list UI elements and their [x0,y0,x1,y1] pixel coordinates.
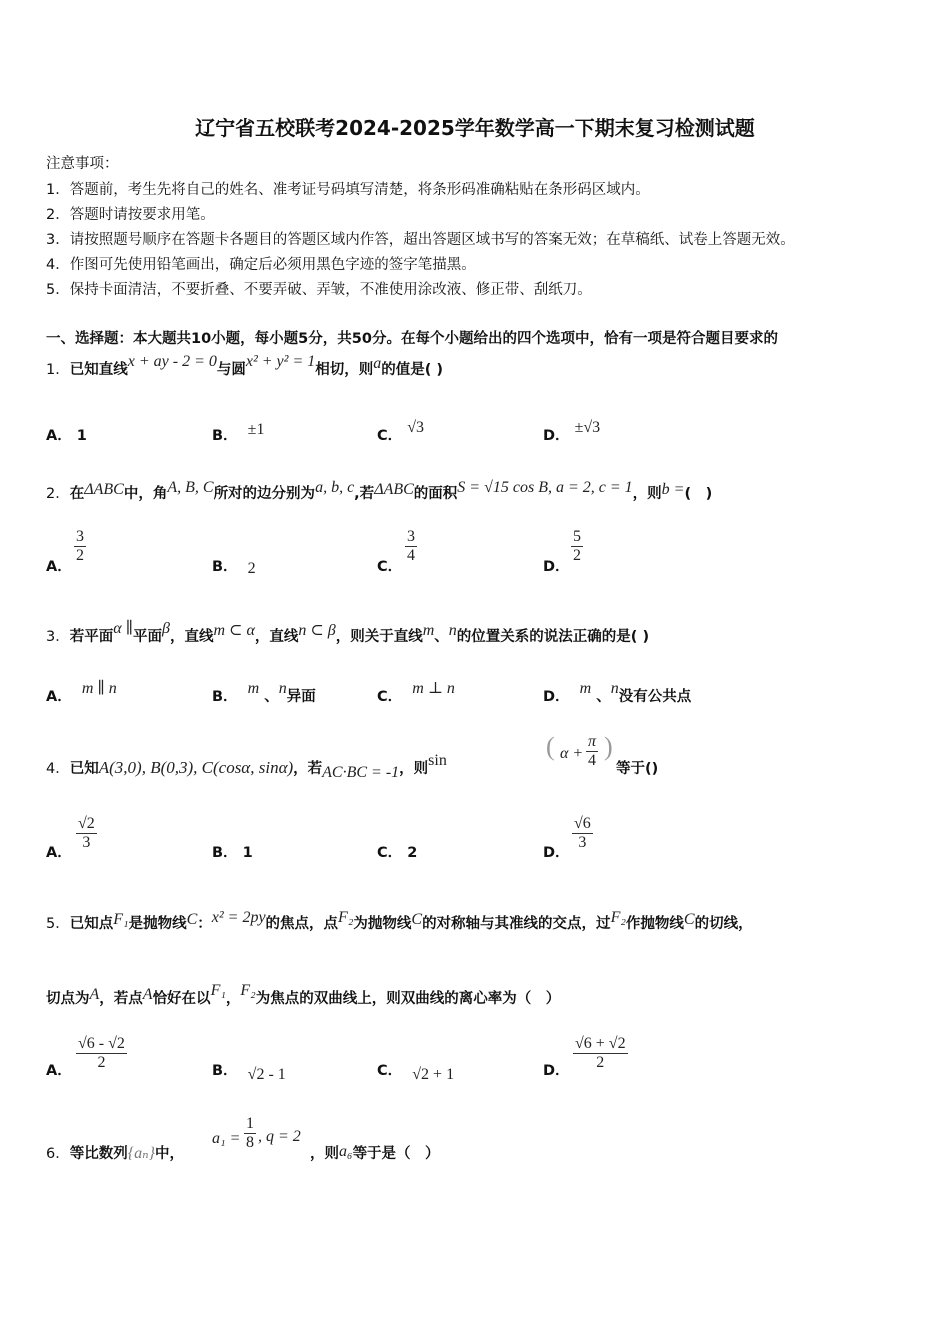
option-d-fraction [572,815,593,852]
math: m ⊂ α [213,622,255,639]
question-1 [46,353,444,379]
question-text: 已知 [69,761,99,777]
option-value: √3 [407,419,424,436]
math: F₁ [210,982,226,999]
option-d-fraction [573,1035,628,1072]
option-label: D． [543,845,570,861]
option-value: 2 [247,560,256,577]
question-2 [46,479,713,503]
question-text: 所对的边分别为 [213,486,316,502]
math: A, B, C [167,479,214,496]
math: , q = 2 [258,1128,301,1145]
option-label: A． [46,559,72,575]
option-b[interactable] [212,680,316,706]
math: C [186,911,198,928]
math: AC·BC = -1 [322,764,400,781]
math: sin [428,752,447,769]
question-text: 与圆 [216,362,246,378]
option-value: ±√3 [574,419,601,436]
question-text: 若平面 [69,629,114,645]
question-text: 是抛物线 [128,916,187,932]
math: α ∥ [113,620,134,637]
numerator: 5 [573,528,581,545]
math: F₂ [610,909,626,926]
option-label: D． [543,428,570,444]
math: C [683,911,695,928]
question-6 [46,1142,184,1163]
option-a[interactable] [46,1059,72,1080]
denominator: 2 [573,1053,628,1072]
question-text: 平面 [133,629,163,645]
option-text: 、 [596,689,611,705]
question-5 [46,909,753,933]
option-value: m ⊥ n [412,680,455,697]
question-text: 、 [434,629,449,645]
question-text: ，则 [632,486,662,502]
question-text: ，若点 [99,991,143,1007]
option-value: 1 [76,428,87,444]
option-c[interactable] [377,680,455,706]
math: S = √15 cos B, a = 2, c = 1 [457,479,633,496]
question-text: 为抛物线 [353,916,412,932]
question-5-line-2 [46,982,561,1008]
math: α + [560,745,584,762]
notice-item: 1．答题前，考生先将自己的姓名、准考证号码填写清楚，将条形码准确粘贴在条形码区域内。 [46,182,650,198]
question-text: 中， [155,1146,185,1162]
option-label: C． [377,845,403,861]
math: a₆ [339,1143,353,1160]
question-number: 1． [46,362,70,378]
question-text: ，直线 [254,629,299,645]
question-text: 中，角 [123,486,168,502]
denominator: 8 [246,1134,254,1151]
denominator: 4 [586,751,598,770]
option-label: B． [212,559,238,575]
option-text: 、 [264,689,279,705]
option-c[interactable] [377,555,402,576]
numerator: 3 [76,528,84,545]
math: A [142,986,153,1003]
math: a [373,355,382,372]
option-a[interactable] [46,841,72,862]
question-text: ，若 [293,761,323,777]
question-text: 已知直线 [69,362,128,378]
option-b[interactable] [212,1059,286,1083]
question-text: ，则 [399,761,429,777]
option-b[interactable] [212,421,265,445]
math: x + ay - 2 = 0 [127,353,217,370]
option-text: 没有公共点 [618,689,692,705]
option-label: C． [377,559,403,575]
numerator: √6 - √2 [78,1035,125,1052]
math: x² = 2py [211,909,266,926]
question-text: ，则 [310,1146,339,1162]
question-text: 的面积 [413,486,458,502]
math: n ⊂ β [298,622,336,639]
option-label: A． [46,845,72,861]
question-3 [46,620,650,646]
math: F₁ [113,911,129,928]
denominator: 3 [76,833,97,852]
question-number: 3． [46,629,70,645]
math: {aₙ} [127,1145,156,1162]
option-label: C． [377,428,403,444]
math: C [411,911,423,928]
question-number: 5． [46,916,70,932]
notice-item: 4．作图可先使用铅笔画出，确定后必须用黑色字迹的签字笔描黑。 [46,257,476,273]
option-a[interactable] [46,555,72,576]
option-a[interactable] [46,424,87,445]
option-c[interactable] [377,841,417,862]
math: A [89,986,100,1003]
option-d[interactable] [543,419,601,445]
question-text: 恰好在以 [152,991,211,1007]
question-text: 等比数列 [69,1146,128,1162]
question-text: 切点为 [46,991,90,1007]
question-text: 在 [69,486,85,502]
question-number: 4． [46,761,70,777]
question-text: ，直线 [170,629,214,645]
math: ΔABC [374,481,414,498]
option-value: √2 + 1 [412,1066,455,1083]
math: a₁ = [212,1130,241,1147]
math: β [162,620,170,637]
numerator: √6 + √2 [575,1035,626,1052]
option-b[interactable] [212,841,253,862]
option-b[interactable] [212,555,256,576]
math: a, b, c [315,479,355,496]
math: m [422,622,435,639]
option-value: √2 - 1 [247,1066,286,1083]
math: n [448,622,457,639]
option-label: D． [543,559,570,575]
question-4 [46,752,447,781]
question-text: 等于() [616,761,659,777]
denominator: 2 [76,1053,127,1072]
option-value: ±1 [247,421,265,438]
notice-item: 2．答题时请按要求用笔。 [46,207,215,223]
bracket-right: ) [604,732,613,761]
question-text: ， [225,991,241,1007]
option-label: A． [46,689,72,705]
question-text: 的对称轴与其准线的交点，过 [422,916,611,932]
option-d[interactable] [543,1059,570,1080]
math: x² + y² = 1 [245,353,316,370]
question-text: 作抛物线 [625,916,684,932]
option-label: A． [46,428,72,444]
option-label: B． [212,1063,238,1079]
question-text: ，则关于直线 [335,629,423,645]
notice-item: 3．请按照题号顺序在答题卡各题目的答题区域内作答，超出答题区域书写的答案无效；在草稿纸、试卷上答题无效。 [46,232,795,248]
option-c[interactable] [377,419,424,445]
option-a-fraction [74,528,86,565]
question-text: 已知点 [69,916,114,932]
question-text: 的值是( ) [381,362,444,378]
denominator: 4 [407,547,415,564]
option-value: m ∥ n [81,680,117,697]
option-a-fraction [76,815,97,852]
bracket-left: ( [546,732,555,761]
option-math: m [579,680,592,697]
option-d-fraction [571,528,583,565]
option-math: n [278,680,287,697]
pi-over-4-fraction [586,733,598,770]
one-eighth-fraction [244,1115,256,1152]
question-6-tail [310,1142,440,1163]
denominator: 2 [76,547,84,564]
option-value: 1 [242,845,253,861]
sequence-term: aₙ [134,1145,149,1162]
denominator: 3 [572,833,593,852]
question-text: ( ) [684,486,713,502]
option-c-fraction [405,528,417,565]
option-text: 异面 [286,689,316,705]
numerator: √6 [574,815,591,832]
question-text: 相切，则 [315,362,374,378]
numerator: π [588,733,597,750]
option-label: B． [212,428,238,444]
denominator: 2 [573,547,581,564]
option-value: 2 [407,845,418,861]
option-c[interactable] [377,1059,455,1083]
option-label: C． [377,689,403,705]
option-label: D． [543,689,570,705]
question-text: 等于是（ ） [352,1146,440,1162]
option-label: D． [543,1063,570,1079]
question-number: 6． [46,1146,70,1162]
math: F₂ [338,909,354,926]
option-label: B． [212,845,238,861]
option-d[interactable] [543,555,570,576]
question-text: 的位置关系的说法正确的是( ) [456,629,650,645]
math: A(3,0), B(0,3), C(cosα, sinα) [98,758,294,777]
option-d[interactable] [543,841,570,862]
math: ΔABC [84,481,124,498]
option-a-fraction [76,1035,127,1072]
numerator: 3 [407,528,415,545]
page-title: 辽宁省五校联考2024-2025学年数学高一下期末复习检测试题 [195,116,755,140]
section-heading: 一、选择题：本大题共10小题，每小题5分，共50分。在每个小题给出的四个选项中，恰有一项是符合题目要求的 [46,331,778,347]
math: F₂ [240,982,256,999]
question-text: 为焦点的双曲线上，则双曲线的离心率为（ ） [255,991,561,1007]
math: b = [661,481,685,498]
question-text: 的切线， [694,916,753,932]
option-a[interactable] [46,680,117,706]
option-label: A． [46,1063,72,1079]
question-text: ： [197,916,212,932]
numerator: √2 [78,815,95,832]
option-d[interactable] [543,680,692,706]
option-label: C． [377,1063,403,1079]
question-text: ,若 [354,486,375,502]
numerator: 1 [246,1115,254,1132]
question-number: 2． [46,486,70,502]
notice-item: 5．保持卡面清洁，不要折叠、不要弄破、弄皱，不准使用涂改液、修正带、刮纸刀。 [46,282,592,298]
option-label: B． [212,689,238,705]
notice-heading: 注意事项： [46,156,119,172]
option-math: m [247,680,260,697]
question-text: 的焦点，点 [265,916,339,932]
option-math: n [610,680,619,697]
